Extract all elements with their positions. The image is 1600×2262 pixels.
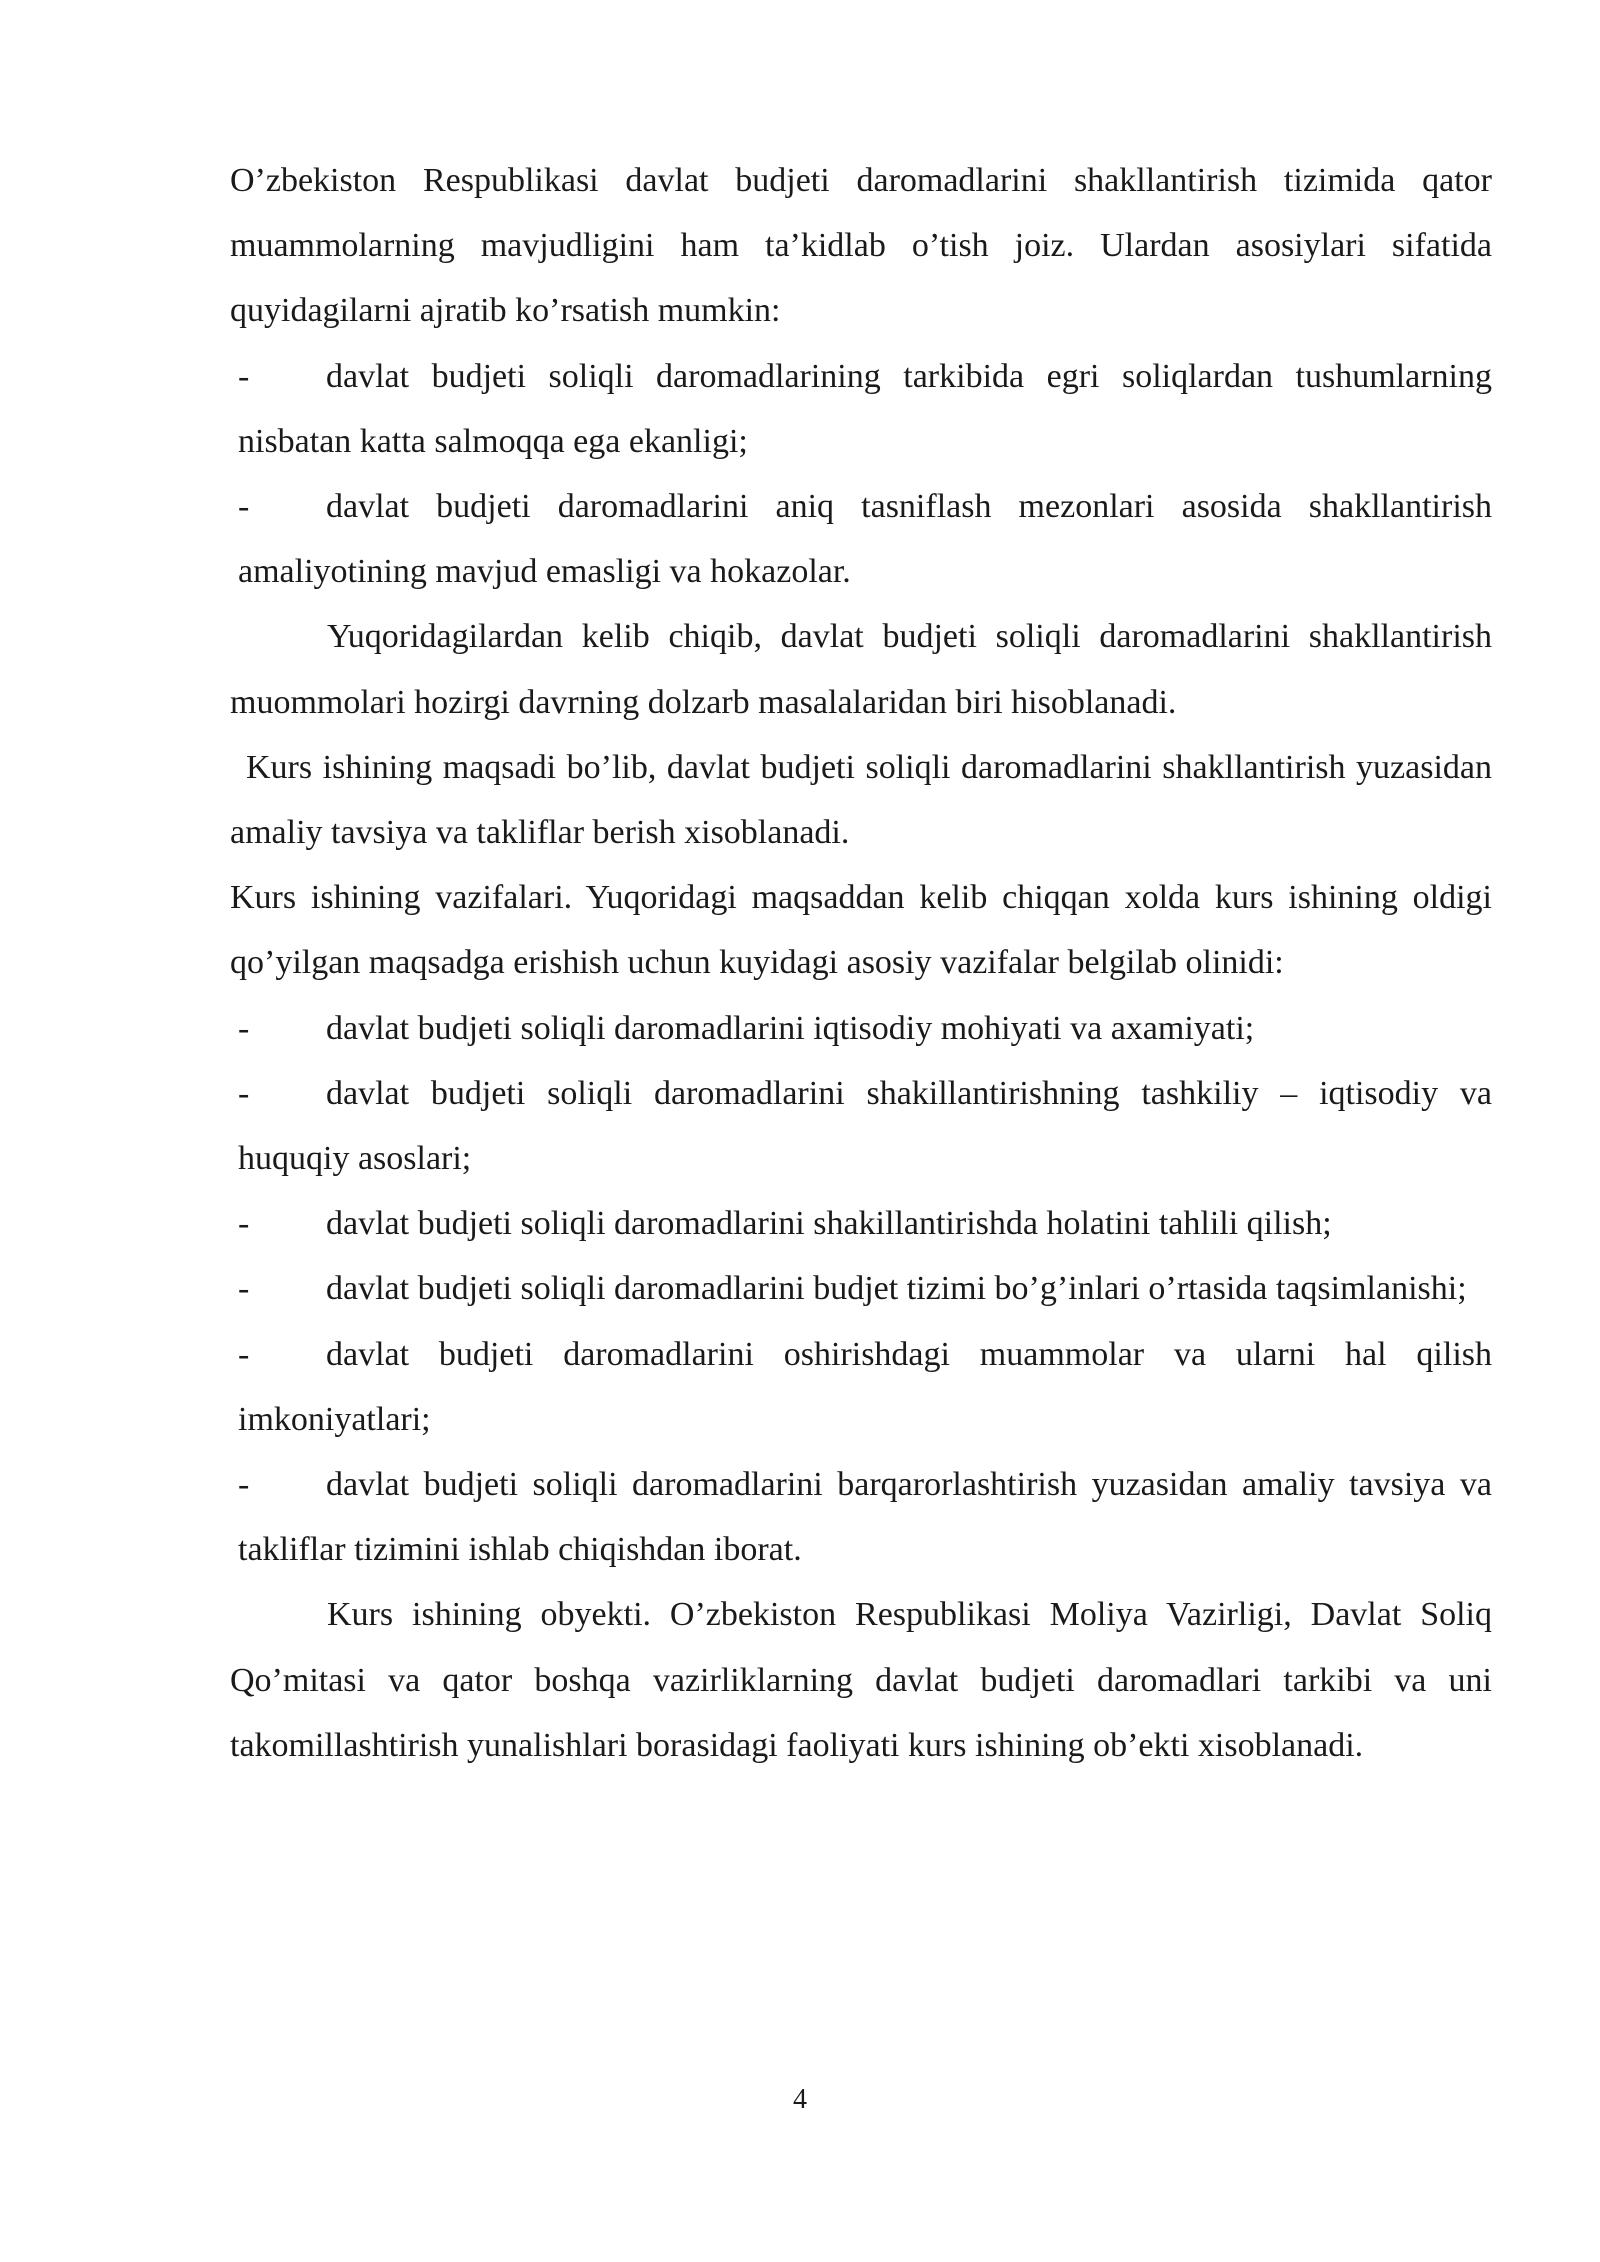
goal-paragraph: Kurs ishining maqsadi bo’lib, davlat budjeti soliqli daromadlarini shakllantirish yuzasidan amaliy tavsiya va takliflar berish xisoblanadi. <box>230 748 1492 852</box>
conclusion-paragraph: Yuqoridagilardan kelib chiqib, davlat budjeti soliqli daromadlarini shakllantirish muommolari hozirgi davrning dolzarb masalalaridan biri hisoblanadi. <box>230 618 1492 721</box>
list-item <box>230 1061 1492 1191</box>
object-paragraph: Kurs ishining obyekti. O’zbekiston Respublikasi Moliya Vazirligi, Davlat Soliq Qo’mitasi va qator boshqa vazirliklarning davlat budjeti daromadlari tarkibi va uni takomillashtirish yunalishlari borasidagi faoliyati kurs ishining ob’ekti xisoblanadi. <box>230 1596 1492 1764</box>
list-item <box>230 1191 1492 1256</box>
list-item <box>230 474 1492 604</box>
bullet-dash: - <box>238 1205 250 1243</box>
list-item <box>230 1452 1492 1582</box>
page-number: 4 <box>793 2084 807 2115</box>
list-item-text: davlat budjeti soliqli daromadlarini shakillantirishda holatini tahlili qilish; <box>326 1205 1332 1243</box>
list-item-text: davlat budjeti soliqli daromadlarini iqtisodiy mohiyati va axamiyati; <box>326 1009 1255 1047</box>
list-item-text: davlat budjeti soliqli daromadlarini budjet tizimi bo’g’inlari o’rtasida taqsimlanishi; <box>326 1270 1467 1308</box>
bullet-dash: - <box>238 1270 250 1308</box>
bullet-dash: - <box>238 1335 250 1373</box>
tasks-paragraph: Kurs ishining vazifalari. Yuqoridagi maqsaddan kelib chiqqan xolda kurs ishining oldigi qo’yilgan maqsadga erishish uchun kuyidagi asosiy vazifalar belgilab olinidi: <box>230 879 1492 982</box>
tasks-list <box>230 996 1492 1583</box>
list-item <box>230 344 1492 474</box>
list-item-text: davlat budjeti soliqli daromadlarini barqarorlashtirish yuzasidan amaliy tavsiya va takliflar tizimini ishlab chiqishdan iborat. <box>238 1466 1492 1569</box>
bullet-dash: - <box>238 1009 250 1047</box>
list-item <box>230 1256 1492 1321</box>
intro-paragraph: O’zbekiston Respublikasi davlat budjeti daromadlarini shakllantirish tizimida qator muammolarning mavjudligini ham ta’kidlab o’tish joiz. Ulardan asosiylari sifatida quyidagilarni ajratib ko’rsatish mumkin: <box>230 162 1492 330</box>
bullet-dash: - <box>238 1466 250 1504</box>
list-item-text: davlat budjeti daromadlarini aniq tasniflash mezonlari asosida shakllantirish amaliyotining mavjud emasligi va hokazolar. <box>238 488 1492 591</box>
bullet-dash: - <box>238 1074 250 1112</box>
bullet-dash: - <box>238 488 250 526</box>
list-item-text: davlat budjeti soliqli daromadlarini shakillantirishning tashkiliy – iqtisodiy va huquqiy asoslari; <box>238 1074 1492 1178</box>
list-item <box>230 996 1492 1061</box>
problems-list <box>230 344 1492 605</box>
bullet-dash: - <box>238 357 250 395</box>
list-item-text: davlat budjeti daromadlarini oshirishdagi muammolar va ularni hal qilish imkoniyatlari; <box>238 1335 1492 1438</box>
document-page <box>230 148 1492 1778</box>
list-item <box>230 1322 1492 1452</box>
list-item-text: davlat budjeti soliqli daromadlarining tarkibida egri soliqlardan tushumlarning nisbatan katta salmoqqa ega ekanligi; <box>238 357 1492 460</box>
